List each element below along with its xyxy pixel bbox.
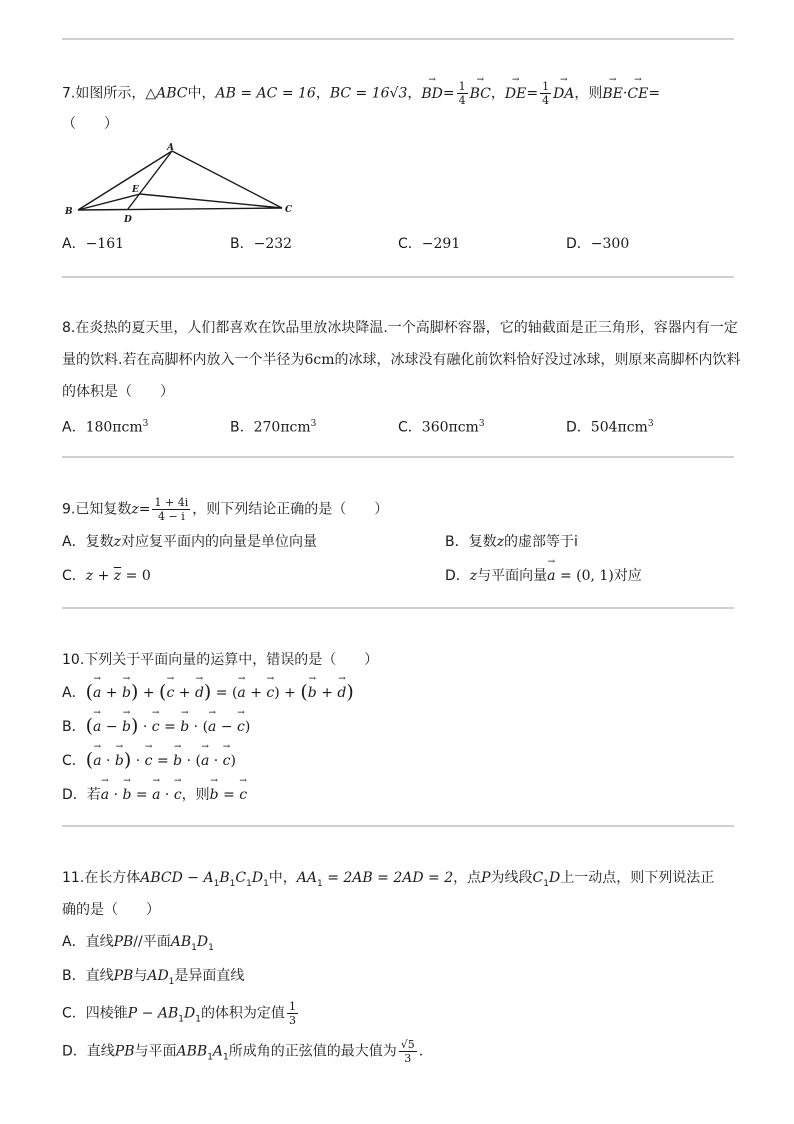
q10-option-b[interactable]: B．(→ a − → b) · → c = → b · (→ a − → c) — [62, 717, 250, 737]
q9-fraction: $\frac{1 + 4i}{4 - i}$ — [154, 496, 189, 523]
q11-option-c[interactable]: C．四棱锥$P - AB_1D_1$的体积为定值 $\frac{1}{3}$ — [62, 1000, 296, 1027]
vertex-label-a: A — [167, 143, 174, 153]
q11-option-d-fraction: $\frac{√5}{3}$ — [400, 1038, 415, 1065]
vertex-label-b: B — [65, 207, 73, 217]
vertex-label-e: E — [132, 185, 139, 195]
q8-stem-line-3: 的体积是（ ） — [62, 384, 174, 400]
q7-option-b[interactable]: B．−232 — [230, 236, 293, 252]
q10-option-d[interactable]: D．若→ a · → b = → a · → c，则→ b = → c — [62, 785, 247, 805]
separator-q10-q11 — [62, 825, 734, 827]
q8-option-b[interactable]: B．270πcm$^3$ — [230, 419, 317, 436]
q11-stem-line-2: 确的是（ ） — [62, 902, 160, 918]
q11-option-c-fraction: $\frac{1}{3}$ — [288, 1000, 296, 1027]
q7-option-a[interactable]: A．−161 — [62, 236, 125, 252]
q8-option-d[interactable]: D．504πcm$^3$ — [566, 419, 654, 436]
q10-stem: 10.下列关于平面向量的运算中，错误的是（ ） — [62, 652, 379, 668]
q10-option-c[interactable]: C．(→ a · → b) · → c = → b · (→ a · → c) — [62, 751, 236, 771]
q8-option-c[interactable]: C．360πcm$^3$ — [398, 419, 485, 436]
q11-option-d[interactable]: D．直线PB与平面$ABB_1A_1$所成角的正弦值的最大值为 $\frac{√5}{3}$ . — [62, 1038, 424, 1065]
segment-be — [78, 194, 140, 210]
q8-stem-line-2: 量的饮料.若在高脚杯内放入一个半径为6cm的冰球，冰球没有融化前饮料恰好没过冰球，则原来高脚杯内饮料 — [62, 352, 741, 368]
segment-ce — [140, 194, 282, 208]
q7-triangle-figure — [60, 140, 300, 226]
separator-top — [62, 38, 734, 40]
segment-ad — [128, 151, 172, 209]
q9-stem: 9.已知复数z= $\frac{1 + 4i}{4 - i}$ ，则下列结论正确的是（ ） — [62, 496, 389, 523]
q9-option-d[interactable]: D．z与平面向量→ a = (0, 1)对应 — [445, 566, 642, 586]
segment-bc — [78, 208, 282, 210]
q10-option-a[interactable]: A．(→ a + → b) + (→ c + → d) = (→ a + → c) + (→ b + → d) — [62, 683, 354, 703]
q11-option-a[interactable]: A．直线PB//平面$AB_1D_1$ — [62, 934, 214, 953]
vertex-label-d: D — [124, 215, 132, 225]
q9-option-b[interactable]: B．复数z的虚部等于i — [445, 534, 578, 550]
separator-q7-q8 — [62, 276, 734, 278]
vertex-label-c: C — [285, 205, 293, 215]
q7-paren: （ ） — [62, 116, 118, 132]
segment-ab — [78, 151, 172, 210]
q8-stem-line-1: 8.在炎热的夏天里，人们都喜欢在饮品里放冰块降温.一个高脚杯容器，它的轴截面是正三角形，容器内有一定 — [62, 320, 738, 336]
q11-option-b[interactable]: B．直线PB与$AD_1$是异面直线 — [62, 968, 245, 987]
q11-stem-line-1: 11.在长方体ABCD − $A_1B_1C_1D_1$中，$AA_1 = 2AB = 2AD = 2$，点P为线段$C_1D$上一动点，则下列说法正 — [62, 870, 715, 889]
separator-q9-q10 — [62, 607, 734, 609]
q9-option-a[interactable]: A．复数z对应复平面内的向量是单位向量 — [62, 534, 317, 550]
q7-fraction-1: $\frac{1}{4}$ — [458, 80, 466, 107]
q7-option-d[interactable]: D．−300 — [566, 236, 630, 252]
q7-stem: 7.如图所示，△ABC中，AB = AC = 16，BC = 16√3，→ BD= $\frac{1}{4}$ → BC，→ DE= $\frac{1}{4}$ → DA，则→ BE·→ CE= — [62, 80, 660, 107]
q8-option-a[interactable]: A．180πcm$^3$ — [62, 419, 149, 436]
q7-option-c[interactable]: C．−291 — [398, 236, 461, 252]
q9-option-c[interactable]: C．$z + \overline{z} = 0$ — [62, 568, 151, 584]
separator-q8-q9 — [62, 456, 734, 458]
q7-fraction-2: $\frac{1}{4}$ — [542, 80, 550, 107]
